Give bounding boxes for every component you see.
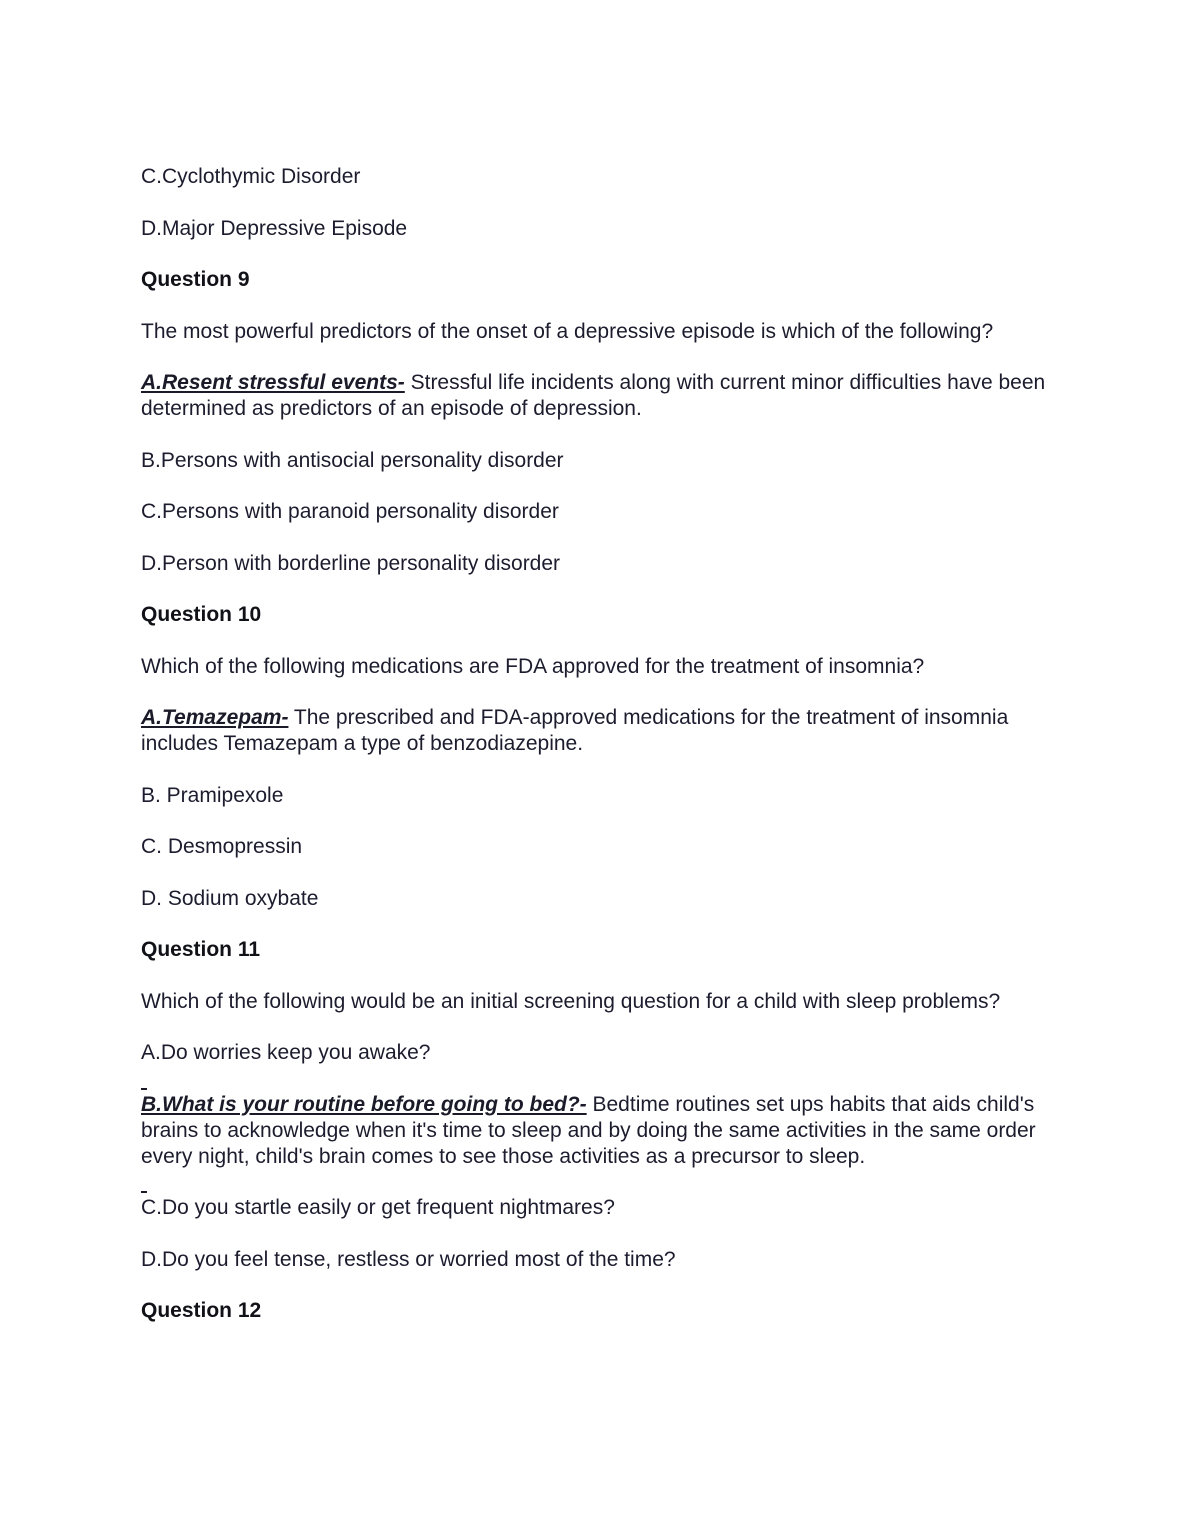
question-11-option-c-text: C.Do you startle easily or get frequent nightmares?: [141, 1196, 615, 1219]
question-9-text: The most powerful predictors of the onset of a depressive episode is which of the following?: [141, 319, 994, 343]
edit-mark: [141, 1191, 147, 1193]
question-9-answer-key: A.Resent stressful events-: [141, 371, 405, 394]
question-11-option-a: A.Do worries keep you awake?: [141, 1041, 431, 1064]
question-9-answer: [141, 370, 1061, 422]
question-10-heading: Question 10: [141, 603, 262, 626]
question-10-answer: [141, 705, 1061, 757]
question-12-heading: Question 12: [141, 1299, 262, 1322]
question-9-heading: Question 9: [141, 268, 250, 291]
question-9-option-d: D.Person with borderline personality disorder: [141, 551, 561, 575]
question-11-heading: Question 11: [141, 938, 261, 961]
question-10-answer-key: A.Temazepam-: [141, 706, 289, 729]
question-10-option-b: B. Pramipexole: [141, 783, 284, 807]
question-10-answer-explanation: The prescribed and FDA-approved medications for the treatment of insomnia includes Temazepam a type of benzodiazepine.: [141, 706, 1009, 755]
option-d-major-depressive: D.Major Depressive Episode: [141, 216, 408, 240]
question-11-answer: [141, 1092, 1061, 1170]
question-11-option-d: D.Do you feel tense, restless or worried most of the time?: [141, 1247, 676, 1271]
question-9-answer-explanation: Stressful life incidents along with current minor difficulties have been determined as predictors of an episode of depression.: [141, 371, 1046, 420]
question-9-option-b: B.Persons with antisocial personality disorder: [141, 448, 564, 472]
option-c-cyclothymic: C.Cyclothymic Disorder: [141, 165, 361, 188]
question-11-text: Which of the following would be an initial screening question for a child with sleep problems?: [141, 989, 1001, 1013]
question-10-option-d: D. Sodium oxybate: [141, 886, 319, 910]
question-10-option-c: C. Desmopressin: [141, 835, 303, 858]
question-11-answer-explanation: Bedtime routines set ups habits that aids child's brains to acknowledge when it's time to sleep and by doing the same activities in the same order every night, child's brain comes to see those activities as a precursor to sleep.: [141, 1092, 1036, 1168]
document-page: [141, 164, 1061, 1350]
question-11-answer-key: B.What is your routine before going to bed?-: [141, 1092, 587, 1116]
question-11-option-c: [141, 1195, 1061, 1221]
edit-mark: [141, 1088, 147, 1090]
question-9-option-c: C.Persons with paranoid personality disorder: [141, 500, 559, 523]
question-10-text: Which of the following medications are FDA approved for the treatment of insomnia?: [141, 654, 925, 678]
